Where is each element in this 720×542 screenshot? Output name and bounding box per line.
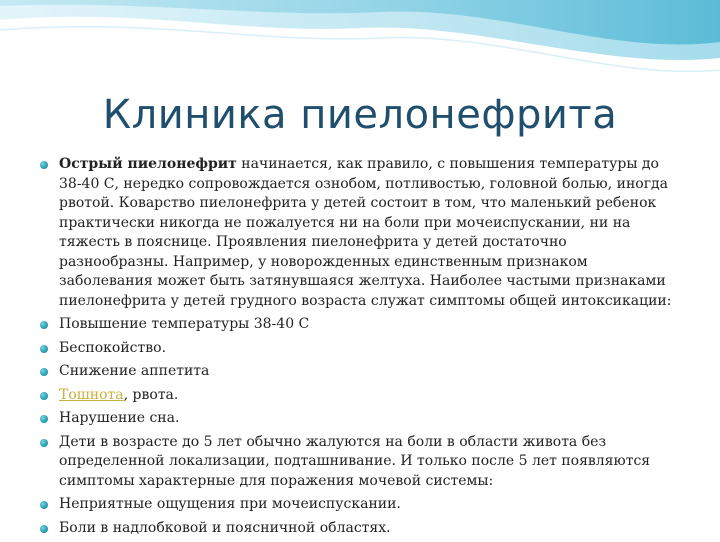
bullet-icon: [40, 321, 48, 329]
list-item: [40, 433, 680, 492]
bullet-icon: [40, 161, 48, 169]
item-text: Дети в возрасте до 5 лет обычно жалуются на боли в области живота без определенной локализации, подташнивание. И только после 5 лет появляются симптомы характерные для поражения мочевой системы:: [59, 433, 651, 489]
item-text: Повышение температуры 38-40 С: [59, 316, 310, 332]
list-item: [40, 339, 680, 359]
list-item: [40, 495, 680, 515]
bullet-icon: [40, 525, 48, 533]
bullet-icon: [40, 439, 48, 447]
list-item: [40, 409, 680, 429]
item-text: Беспокойство.: [59, 339, 167, 356]
item-text: Неприятные ощущения при мочеиспускании.: [59, 496, 401, 512]
list-item: [40, 315, 680, 335]
symptom-list: [40, 155, 680, 542]
bullet-icon: [40, 501, 48, 509]
list-item: [40, 362, 680, 382]
item-text: Снижение аппетита: [59, 363, 210, 379]
bullet-icon: [40, 415, 48, 423]
list-item: [40, 155, 680, 311]
item-text: Боли в надлобковой и поясничной областях.: [59, 519, 391, 536]
bullet-icon: [40, 368, 48, 376]
list-item: [40, 519, 680, 539]
term-bold: Острый пиелонефрит: [59, 156, 237, 172]
nausea-link[interactable]: Тошнота: [59, 386, 124, 403]
bullet-icon: [40, 345, 48, 353]
item-text: начинается, как правило, с повышения температуры до 38-40 С, нередко сопровождается ознобом, потливостью, головной болью, иногда рвотой. Коварство пиелонефрита у детей состоит в том, что маленький ребенок практически никогда не пожалуется ни на боли при мочеиспускании, ни на тяжесть в пояснице. Проявления пиелонефрита у детей достаточно разнообразны. Например, у новорожденных единственным признаком заболевания может быть затянувшаяся желтуха. Наиболее частыми признаками пиелонефрита у детей грудного возраста служат симптомы общей интоксикации:: [59, 156, 672, 309]
bullet-icon: [40, 392, 48, 400]
list-item: [40, 386, 680, 406]
item-text: , рвота.: [123, 386, 179, 403]
header-wave-decoration: [0, 0, 720, 90]
item-text: Нарушение сна.: [59, 410, 180, 426]
slide-title: Клиника пиелонефрита: [102, 92, 618, 138]
